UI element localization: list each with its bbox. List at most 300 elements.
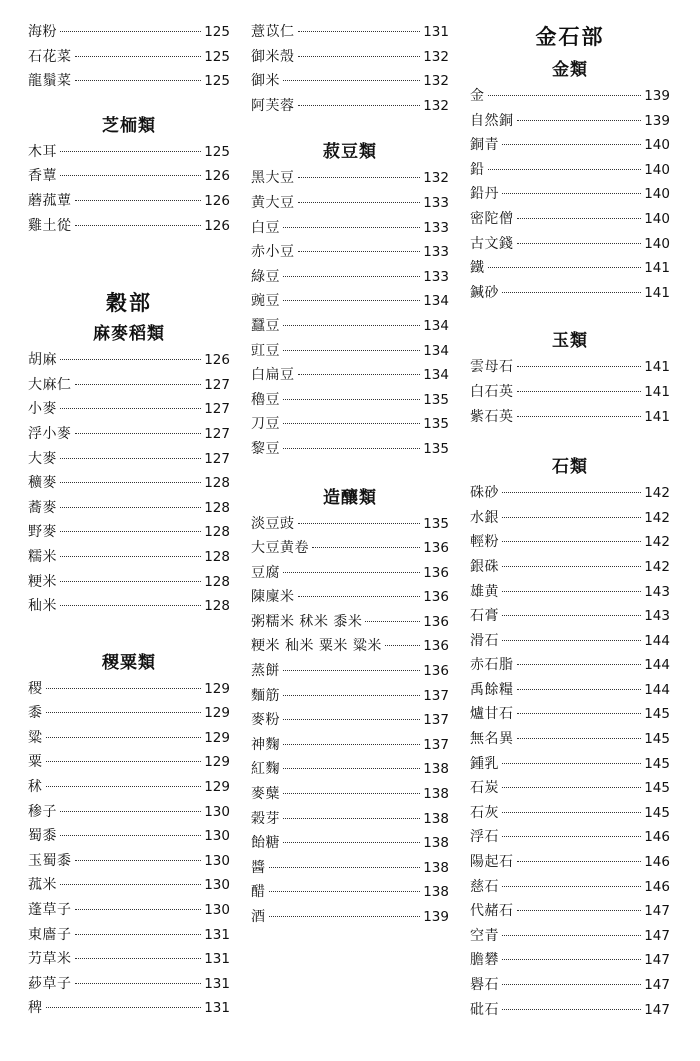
index-entry	[28, 775, 230, 800]
entry-name: 硃砂	[470, 485, 499, 502]
dot-leader	[502, 1009, 641, 1010]
entry-page-number: 142	[644, 558, 670, 575]
entry-page-number: 140	[644, 186, 670, 203]
entry-page-number: 144	[644, 681, 670, 698]
entry-page-number: 129	[204, 729, 230, 746]
index-entry	[470, 875, 670, 900]
entry-name: 黍	[28, 705, 43, 722]
entry-page-number: 127	[204, 401, 230, 418]
entry-page-number: 133	[423, 268, 449, 285]
dot-leader	[517, 366, 642, 367]
index-entry	[251, 388, 449, 413]
index-entry	[251, 634, 449, 659]
dot-leader	[283, 768, 420, 769]
dot-leader	[298, 202, 421, 203]
entry-name: 石炭	[470, 780, 499, 797]
dot-leader	[75, 934, 202, 935]
index-entry	[28, 422, 230, 447]
entry-name: 香蕈	[28, 168, 57, 185]
index-entry	[251, 339, 449, 364]
entry-page-number: 147	[644, 1001, 670, 1018]
entry-page-number: 126	[204, 192, 230, 209]
entry-page-number: 147	[644, 927, 670, 944]
entry-name: 礜石	[470, 977, 499, 993]
dot-leader	[60, 507, 201, 508]
index-entry	[28, 996, 230, 1021]
entry-page-number: 128	[204, 548, 230, 565]
entry-name: 粳米 秈米 粟米 粱米	[251, 638, 382, 655]
dot-leader	[517, 243, 642, 244]
entry-page-number: 125	[204, 143, 230, 160]
dot-leader	[60, 884, 201, 885]
entry-name: 糯米	[28, 548, 57, 565]
entry-page-number: 137	[423, 687, 449, 704]
entry-page-number: 141	[644, 260, 670, 277]
dot-leader	[517, 713, 642, 714]
index-entry	[28, 824, 230, 849]
index-entry	[470, 84, 670, 109]
entry-name: 木耳	[28, 143, 57, 160]
index-entry	[470, 948, 670, 973]
index-entry	[251, 905, 449, 930]
entry-name: 陽起石	[470, 854, 514, 871]
index-entry	[28, 496, 230, 521]
entry-name: 海粉	[28, 24, 57, 40]
dot-leader	[46, 786, 202, 787]
entry-page-number: 134	[423, 342, 449, 359]
entry-page-number: 147	[644, 903, 670, 920]
index-entry	[28, 214, 230, 239]
entry-name: 蠶豆	[251, 317, 280, 334]
index-entry	[28, 873, 230, 898]
entry-name: 胡麻	[28, 352, 57, 369]
entry-page-number: 146	[644, 854, 670, 871]
entry-page-number: 132	[423, 97, 449, 114]
dot-leader	[283, 227, 420, 228]
entry-name: 禹餘糧	[470, 681, 514, 698]
entry-name: 御米	[251, 73, 280, 90]
entry-name: 自然銅	[470, 112, 514, 129]
entry-name: 玉蜀黍	[28, 852, 72, 869]
entry-page-number: 126	[204, 217, 230, 234]
entry-page-number: 134	[423, 367, 449, 384]
entry-page-number: 135	[423, 416, 449, 433]
entry-name: 蘑菰蕈	[28, 192, 72, 209]
entry-name: 飴糖	[251, 835, 280, 852]
entry-name: 穭豆	[251, 391, 280, 408]
index-entry	[251, 512, 449, 537]
entry-name: 雞土從	[28, 217, 72, 234]
dot-leader	[283, 744, 420, 745]
entry-name: 豇豆	[251, 342, 280, 359]
dot-leader	[75, 384, 202, 385]
entry-page-number: 142	[644, 509, 670, 526]
index-entry	[251, 94, 449, 119]
section-heading: 金類	[552, 60, 588, 80]
entry-name: 赤石脂	[470, 657, 514, 674]
index-entry	[28, 545, 230, 570]
dot-leader	[75, 80, 202, 81]
section-heading: 石類	[552, 457, 588, 478]
index-entry	[251, 757, 449, 782]
dot-leader	[269, 867, 421, 868]
dot-leader	[502, 959, 641, 960]
index-entry	[251, 536, 449, 561]
dot-leader	[60, 581, 201, 582]
dot-leader	[283, 80, 420, 81]
index-entry	[470, 801, 670, 826]
entry-name: 麥粉	[251, 712, 280, 729]
index-entry	[28, 570, 230, 595]
entry-name: 粳米	[28, 573, 57, 590]
index-entry	[470, 580, 670, 605]
dot-leader	[46, 712, 202, 713]
entry-name: 阿芙蓉	[251, 97, 295, 114]
index-entry	[28, 800, 230, 825]
index-entry	[470, 380, 670, 405]
dot-leader	[365, 621, 420, 622]
spacer	[28, 238, 230, 286]
index-entry	[251, 585, 449, 610]
entry-name: 浮石	[470, 829, 499, 846]
dot-leader	[517, 664, 642, 665]
dot-leader	[75, 860, 202, 861]
entry-name: 白石英	[470, 383, 514, 400]
dot-leader	[502, 144, 641, 145]
dot-leader	[502, 292, 641, 293]
dot-leader	[502, 517, 641, 518]
dot-leader	[502, 984, 641, 985]
entry-page-number: 134	[423, 293, 449, 310]
dot-leader	[488, 95, 642, 96]
entry-name: 石膏	[470, 608, 499, 625]
dot-leader	[502, 836, 641, 837]
entry-page-number: 136	[423, 613, 449, 630]
dot-leader	[283, 276, 420, 277]
index-entry	[470, 281, 670, 306]
entry-name: 大麻仁	[28, 376, 72, 393]
index-entry	[470, 678, 670, 703]
dot-leader	[502, 935, 641, 936]
entry-name: 野麥	[28, 524, 57, 541]
index-entry	[470, 973, 670, 998]
dot-leader	[298, 251, 421, 252]
entry-name: 蒸餅	[251, 663, 280, 680]
index-entry	[28, 397, 230, 422]
index-entry	[470, 405, 670, 430]
dot-leader	[60, 605, 201, 606]
entry-page-number: 130	[204, 877, 230, 894]
dot-leader	[283, 670, 420, 671]
entry-name: 醋	[251, 884, 266, 901]
entry-name: 金	[470, 88, 485, 104]
entry-name: 醬	[251, 859, 266, 876]
entry-name: 東廧子	[28, 926, 72, 943]
entry-name: 豌豆	[251, 293, 280, 310]
entry-name: 麥糵	[251, 786, 280, 803]
index-entry	[470, 702, 670, 727]
index-entry	[251, 684, 449, 709]
entry-page-number: 133	[423, 244, 449, 261]
entry-page-number: 136	[423, 540, 449, 557]
entry-name: 大麥	[28, 450, 57, 467]
entry-name: 銅青	[470, 137, 499, 154]
dot-leader	[283, 793, 420, 794]
index-entry	[28, 677, 230, 702]
section-heading: 菽豆類	[323, 142, 377, 163]
entry-name: 浮小麥	[28, 425, 72, 442]
entry-page-number: 147	[644, 952, 670, 969]
entry-page-number: 139	[644, 112, 670, 129]
dot-leader	[488, 267, 642, 268]
entry-page-number: 131	[204, 975, 230, 992]
entry-page-number: 128	[204, 475, 230, 492]
entry-name: 龍鬚菜	[28, 73, 72, 90]
section-heading: 稷粟類	[102, 652, 156, 673]
entry-name: 陳廩米	[251, 589, 295, 606]
entry-name: 御米殼	[251, 48, 295, 65]
entry-page-number: 129	[204, 754, 230, 771]
index-entry	[251, 289, 449, 314]
index-entry	[470, 924, 670, 949]
index-entry	[251, 708, 449, 733]
dot-leader	[269, 891, 421, 892]
part-heading: 穀部	[106, 290, 152, 316]
entry-name: 石灰	[470, 804, 499, 821]
entry-page-number: 126	[204, 352, 230, 369]
index-entry	[251, 265, 449, 290]
dot-leader	[283, 572, 420, 573]
entry-name: 稗	[28, 1000, 43, 1017]
index-entry	[28, 898, 230, 923]
entry-page-number: 132	[423, 170, 449, 187]
index-entry	[251, 610, 449, 635]
index-entry	[28, 45, 230, 70]
dot-leader	[283, 350, 420, 351]
entry-name: 綠豆	[251, 268, 280, 285]
entry-page-number: 140	[644, 210, 670, 227]
dot-leader	[502, 591, 641, 592]
dot-leader	[283, 719, 420, 720]
index-entry	[251, 831, 449, 856]
entry-page-number: 127	[204, 450, 230, 467]
section-heading: 玉類	[552, 331, 588, 352]
section-heading: 造釀類	[323, 487, 377, 508]
dot-leader	[517, 391, 642, 392]
dot-leader	[75, 225, 202, 226]
dot-leader	[298, 31, 421, 32]
entry-page-number: 141	[644, 383, 670, 400]
index-entry	[470, 899, 670, 924]
entry-page-number: 143	[644, 583, 670, 600]
dot-leader	[502, 566, 641, 567]
index-entry	[470, 158, 670, 183]
entry-page-number: 125	[204, 73, 230, 90]
entry-page-number: 126	[204, 168, 230, 185]
entry-name: 滑石	[470, 632, 499, 649]
dot-leader	[60, 359, 201, 360]
entry-name: 麵筋	[251, 687, 280, 704]
entry-name: 刀豆	[251, 416, 280, 433]
index-entry	[470, 850, 670, 875]
dot-leader	[283, 842, 420, 843]
dot-leader	[60, 408, 201, 409]
entry-name: 䔋草子	[28, 975, 72, 992]
entry-name: 雄黄	[470, 583, 499, 600]
index-entry	[470, 355, 670, 380]
index-entry	[470, 133, 670, 158]
spacer	[470, 305, 670, 327]
dot-leader	[283, 300, 420, 301]
dot-leader	[385, 645, 420, 646]
entry-page-number: 135	[423, 391, 449, 408]
index-entry	[470, 998, 670, 1023]
entry-page-number: 140	[644, 161, 670, 178]
entry-name: 芀草米	[28, 951, 72, 968]
entry-name: 古文錢	[470, 235, 514, 252]
entry-name: 鍼砂	[470, 284, 499, 301]
dot-leader	[75, 56, 202, 57]
entry-name: 蕎麥	[28, 499, 57, 516]
index-entry	[28, 923, 230, 948]
entry-name: 鐵	[470, 260, 485, 277]
index-entry	[28, 520, 230, 545]
dot-leader	[60, 175, 201, 176]
index-entry	[251, 166, 449, 191]
dot-leader	[298, 523, 421, 524]
index-entry	[470, 207, 670, 232]
entry-name: 鍾乳	[470, 755, 499, 772]
entry-page-number: 130	[204, 852, 230, 869]
entry-name: 空青	[470, 927, 499, 944]
index-entry	[251, 733, 449, 758]
index-column-3	[470, 20, 670, 1022]
index-entry	[28, 69, 230, 94]
index-entry	[470, 109, 670, 134]
entry-page-number: 138	[423, 835, 449, 852]
entry-page-number: 145	[644, 731, 670, 748]
dot-leader	[75, 983, 202, 984]
dot-leader	[75, 958, 202, 959]
entry-name: 粟	[28, 754, 43, 771]
index-entry	[470, 256, 670, 281]
index-entry	[251, 363, 449, 388]
index-entry	[28, 471, 230, 496]
dot-leader	[283, 325, 420, 326]
entry-name: 䅟子	[28, 803, 57, 820]
index-entry	[28, 447, 230, 472]
entry-name: 粥糯米 秫米 黍米	[251, 613, 363, 630]
dot-leader	[517, 416, 642, 417]
dot-leader	[283, 448, 420, 449]
entry-page-number: 132	[423, 48, 449, 65]
dot-leader	[46, 1007, 202, 1008]
entry-page-number: 131	[204, 1000, 230, 1017]
index-entry	[470, 530, 670, 555]
entry-name: 密陀僧	[470, 210, 514, 227]
index-entry	[28, 750, 230, 775]
dot-leader	[488, 169, 642, 170]
index-entry	[28, 849, 230, 874]
entry-page-number: 146	[644, 878, 670, 895]
index-entry	[470, 555, 670, 580]
entry-page-number: 145	[644, 755, 670, 772]
entry-name: 代赭石	[470, 903, 514, 920]
entry-name: 水銀	[470, 509, 499, 526]
entry-page-number: 127	[204, 376, 230, 393]
entry-page-number: 133	[423, 219, 449, 236]
entry-page-number: 144	[644, 632, 670, 649]
dot-leader	[502, 541, 641, 542]
index-entry	[470, 604, 670, 629]
entry-name: 薏苡仁	[251, 24, 295, 40]
entry-name: 粱	[28, 729, 43, 746]
index-entry	[251, 412, 449, 437]
index-entry	[251, 216, 449, 241]
index-entry	[28, 726, 230, 751]
dot-leader	[60, 482, 201, 483]
entry-page-number: 138	[423, 786, 449, 803]
spacer	[470, 429, 670, 453]
entry-page-number: 141	[644, 284, 670, 301]
entry-name: 酒	[251, 909, 266, 925]
dot-leader	[312, 547, 420, 548]
index-entry	[28, 189, 230, 214]
entry-name: 輕粉	[470, 534, 499, 551]
dot-leader	[502, 812, 641, 813]
section-heading: 麻麥稻類	[93, 324, 165, 345]
index-entry	[251, 880, 449, 905]
dot-leader	[46, 688, 202, 689]
index-entry	[28, 701, 230, 726]
entry-name: 穬麥	[28, 475, 57, 492]
entry-page-number: 129	[204, 680, 230, 697]
index-entry	[28, 20, 230, 45]
spacer	[251, 118, 449, 138]
entry-page-number: 144	[644, 657, 670, 674]
entry-page-number: 146	[644, 829, 670, 846]
dot-leader	[517, 120, 642, 121]
entry-name: 黑大豆	[251, 170, 295, 187]
entry-page-number: 139	[423, 909, 449, 925]
entry-page-number: 131	[204, 951, 230, 968]
dot-leader	[60, 811, 201, 812]
entry-name: 白扁豆	[251, 367, 295, 384]
entry-name: 黎豆	[251, 440, 280, 457]
entry-page-number: 135	[423, 515, 449, 532]
entry-page-number: 132	[423, 73, 449, 90]
entry-name: 鉛丹	[470, 186, 499, 203]
entry-page-number: 138	[423, 859, 449, 876]
spacer	[28, 94, 230, 112]
entry-name: 豆腐	[251, 564, 280, 581]
section-heading: 芝栭類	[102, 115, 156, 136]
dot-leader	[517, 738, 642, 739]
spacer	[251, 462, 449, 484]
entry-name: 淡豆豉	[251, 515, 295, 532]
dot-leader	[298, 374, 421, 375]
index-entry	[470, 182, 670, 207]
entry-name: 慈石	[470, 878, 499, 895]
entry-page-number: 147	[644, 977, 670, 993]
entry-name: 膽礬	[470, 952, 499, 969]
entry-page-number: 128	[204, 598, 230, 615]
entry-name: 雲母石	[470, 359, 514, 376]
entry-page-number: 131	[423, 24, 449, 40]
entry-page-number: 135	[423, 440, 449, 457]
index-entry	[470, 727, 670, 752]
dot-leader	[502, 763, 641, 764]
